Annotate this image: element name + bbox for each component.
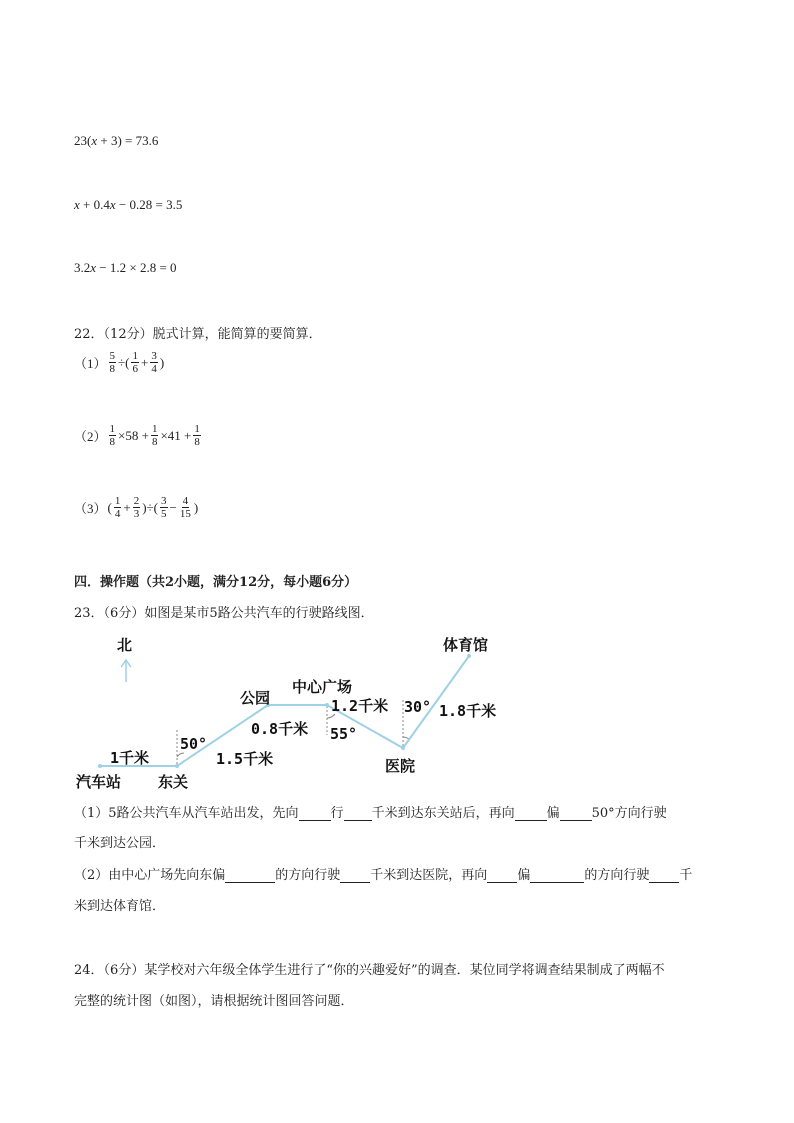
q22-part-2: （2） $\frac{1}{8}$ ×58 + $\frac{1}{8}$ ×41 + $\frac{1}{8}$ bbox=[74, 423, 200, 448]
distance-label: 1.5千米 bbox=[216, 750, 274, 768]
distance-label: 1.2千米 bbox=[331, 697, 389, 715]
section-4-heading: 四．操作题（共2小题，满分12分，每小题6分） bbox=[74, 575, 358, 590]
q22-part-3: （3） ( $\frac{1}{4}$ + $\frac{2}{3}$ )÷( $\frac{3}{5}$ − $\frac{4}{15}$ ) bbox=[74, 495, 199, 520]
station-park: 公园 bbox=[240, 689, 271, 707]
fraction: $\frac{1}{4}$ bbox=[114, 495, 121, 520]
fraction: $\frac{1}{8}$ bbox=[109, 423, 116, 448]
station-stadium: 体育馆 bbox=[443, 636, 489, 654]
q23-sub-1-line-2: 千米到达公园． bbox=[74, 836, 166, 851]
answer-blank[interactable] bbox=[649, 868, 679, 883]
fraction: $\frac{2}{3}$ bbox=[133, 495, 140, 520]
stop-dot bbox=[98, 764, 102, 768]
equation-3: 3.2x − 1.2 × 2.8 = 0 bbox=[74, 260, 177, 275]
fraction: $\frac{3}{5}$ bbox=[161, 495, 167, 520]
stop-dot bbox=[175, 764, 179, 768]
fraction: $\frac{3}{4}$ bbox=[151, 350, 157, 375]
fraction: $\frac{1}{6}$ bbox=[132, 350, 138, 375]
answer-blank[interactable] bbox=[344, 806, 372, 821]
answer-blank[interactable] bbox=[515, 806, 547, 821]
angle-label: 50° bbox=[180, 735, 208, 753]
fraction: $\frac{4}{15}$ bbox=[179, 495, 191, 520]
fraction: $\frac{5}{8}$ bbox=[109, 350, 116, 375]
fraction: $\frac{1}{8}$ bbox=[151, 423, 158, 448]
angle-arc-50 bbox=[177, 753, 184, 757]
distance-label: 1.8千米 bbox=[439, 702, 497, 720]
distance-label: 1千米 bbox=[110, 749, 150, 767]
answer-blank[interactable] bbox=[487, 868, 517, 883]
q24-line-1: 24．（6分）某学校对六年级全体学生进行了“你的兴趣爱好”的调查．某位同学将调查结果制成了两幅不 bbox=[74, 963, 665, 978]
angle-label: 55° bbox=[330, 725, 358, 743]
stop-dot bbox=[325, 703, 329, 707]
distance-label: 0.8千米 bbox=[251, 720, 309, 738]
answer-blank[interactable] bbox=[299, 806, 331, 821]
equation-1: 23(x + 3) = 73.6 bbox=[74, 133, 159, 148]
equation-2: x + 0.4x − 0.28 = 3.5 bbox=[74, 197, 183, 212]
q22-part-1: （1） $\frac{5}{8}$ ÷( $\frac{1}{6}$ + $\frac{3}{4}$ ) bbox=[74, 350, 165, 375]
answer-blank[interactable] bbox=[225, 868, 275, 883]
station-bus-station: 汽车站 bbox=[76, 773, 122, 791]
answer-blank[interactable] bbox=[340, 868, 370, 883]
q23-sub-2-line-1: （2）由中心广场先向东偏 的方向行驶 千米到达医院，再向 偏 的方向行驶 千 bbox=[74, 868, 693, 883]
north-label: 北 bbox=[117, 636, 133, 654]
q23-heading: 23．（6分）如图是某市5路公共汽车的行驶路线图． bbox=[74, 606, 374, 621]
q23-sub-1-line-1: （1）5路公共汽车从汽车站出发，先向 行 千米到达东关站后，再向 偏 50°方向行驶 bbox=[74, 806, 667, 821]
stop-dot bbox=[401, 746, 405, 750]
q23-sub-2-line-2: 米到达体育馆． bbox=[74, 899, 166, 914]
station-dongguan: 东关 bbox=[158, 773, 189, 791]
station-hospital: 医院 bbox=[385, 757, 416, 775]
answer-blank[interactable] bbox=[530, 868, 584, 883]
station-center: 中心广场 bbox=[292, 678, 353, 696]
fraction: $\frac{1}{8}$ bbox=[194, 423, 200, 448]
q24-line-2: 完整的统计图（如图），请根据统计图回答问题． bbox=[74, 994, 354, 1009]
answer-blank[interactable] bbox=[560, 806, 592, 821]
q22-heading: 22．（12分）脱式计算，能简算的要简算． bbox=[74, 327, 322, 342]
angle-label: 30° bbox=[404, 698, 432, 716]
